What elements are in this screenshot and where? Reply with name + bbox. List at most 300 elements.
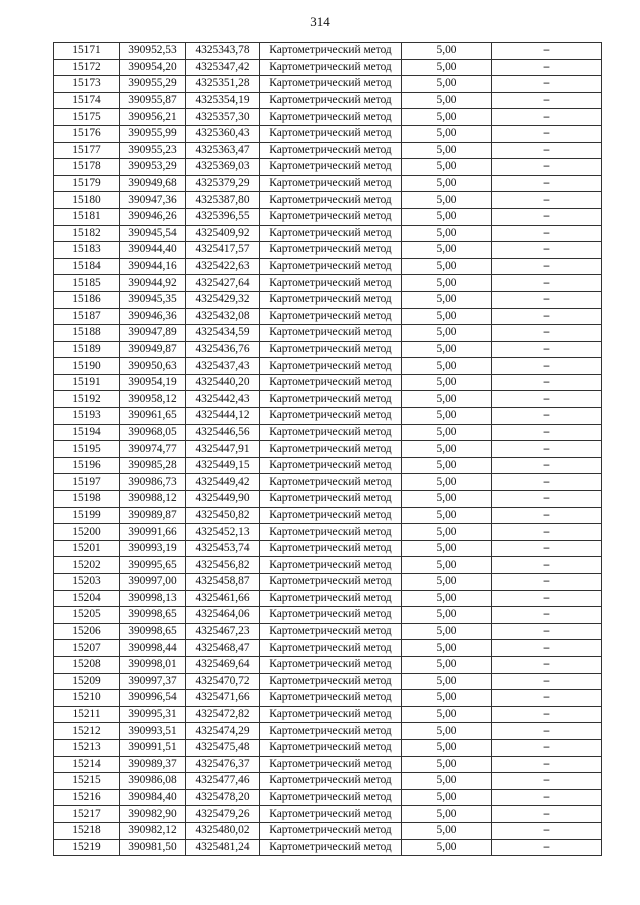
page-number: 314 [310,14,330,29]
accuracy-cell: 5,00 [402,192,492,209]
x-coordinate-cell: 390988,12 [120,491,186,508]
accuracy-cell: 5,00 [402,590,492,607]
method-cell: Картометрический метод [260,142,402,159]
y-coordinate-cell: 4325461,66 [186,590,260,607]
accuracy-cell: 5,00 [402,408,492,425]
y-coordinate-cell: 4325449,15 [186,457,260,474]
x-coordinate-cell: 390947,36 [120,192,186,209]
table-row [54,341,602,358]
accuracy-cell: 5,00 [402,673,492,690]
y-coordinate-cell: 4325436,76 [186,341,260,358]
note-cell: – [492,623,602,640]
table-row [54,374,602,391]
note-cell: – [492,258,602,275]
point-number-cell: 15216 [54,789,120,806]
y-coordinate-cell: 4325452,13 [186,524,260,541]
accuracy-cell: 5,00 [402,258,492,275]
method-cell: Картометрический метод [260,175,402,192]
x-coordinate-cell: 390949,68 [120,175,186,192]
point-number-cell: 15200 [54,524,120,541]
accuracy-cell: 5,00 [402,43,492,60]
x-coordinate-cell: 390982,12 [120,822,186,839]
table-row [54,491,602,508]
y-coordinate-cell: 4325440,20 [186,374,260,391]
y-coordinate-cell: 4325450,82 [186,507,260,524]
point-number-cell: 15204 [54,590,120,607]
y-coordinate-cell: 4325343,78 [186,43,260,60]
table-row [54,557,602,574]
y-coordinate-cell: 4325447,91 [186,441,260,458]
table-row [54,424,602,441]
note-cell: – [492,457,602,474]
point-number-cell: 15209 [54,673,120,690]
x-coordinate-cell: 390954,19 [120,374,186,391]
point-number-cell: 15214 [54,756,120,773]
point-number-cell: 15186 [54,291,120,308]
table-row [54,59,602,76]
accuracy-cell: 5,00 [402,142,492,159]
note-cell: – [492,491,602,508]
note-cell: – [492,723,602,740]
accuracy-cell: 5,00 [402,291,492,308]
point-number-cell: 15201 [54,540,120,557]
method-cell: Картометрический метод [260,656,402,673]
table-row [54,441,602,458]
y-coordinate-cell: 4325357,30 [186,109,260,126]
accuracy-cell: 5,00 [402,225,492,242]
table-row [54,756,602,773]
table-row [54,208,602,225]
note-cell: – [492,441,602,458]
note-cell: – [492,690,602,707]
method-cell: Картометрический метод [260,557,402,574]
x-coordinate-cell: 390955,99 [120,125,186,142]
point-number-cell: 15199 [54,507,120,524]
x-coordinate-cell: 390945,35 [120,291,186,308]
x-coordinate-cell: 390989,37 [120,756,186,773]
y-coordinate-cell: 4325363,47 [186,142,260,159]
x-coordinate-cell: 390981,50 [120,839,186,856]
point-number-cell: 15175 [54,109,120,126]
y-coordinate-cell: 4325456,82 [186,557,260,574]
note-cell: – [492,225,602,242]
x-coordinate-cell: 390998,44 [120,640,186,657]
method-cell: Картометрический метод [260,723,402,740]
y-coordinate-cell: 4325481,24 [186,839,260,856]
accuracy-cell: 5,00 [402,341,492,358]
table-row [54,325,602,342]
accuracy-cell: 5,00 [402,159,492,176]
table-row [54,839,602,856]
x-coordinate-cell: 390993,51 [120,723,186,740]
method-cell: Картометрический метод [260,242,402,259]
x-coordinate-cell: 390998,65 [120,607,186,624]
note-cell: – [492,374,602,391]
point-number-cell: 15174 [54,92,120,109]
y-coordinate-cell: 4325449,42 [186,474,260,491]
note-cell: – [492,474,602,491]
accuracy-cell: 5,00 [402,441,492,458]
point-number-cell: 15196 [54,457,120,474]
coordinates-table [53,42,602,856]
y-coordinate-cell: 4325351,28 [186,76,260,93]
point-number-cell: 15190 [54,358,120,375]
y-coordinate-cell: 4325444,12 [186,408,260,425]
y-coordinate-cell: 4325470,72 [186,673,260,690]
accuracy-cell: 5,00 [402,822,492,839]
note-cell: – [492,789,602,806]
method-cell: Картометрический метод [260,192,402,209]
method-cell: Картометрический метод [260,524,402,541]
point-number-cell: 15185 [54,275,120,292]
note-cell: – [492,607,602,624]
method-cell: Картометрический метод [260,374,402,391]
table-row [54,507,602,524]
accuracy-cell: 5,00 [402,491,492,508]
accuracy-cell: 5,00 [402,474,492,491]
point-number-cell: 15197 [54,474,120,491]
method-cell: Картометрический метод [260,308,402,325]
table-row [54,457,602,474]
table-row [54,656,602,673]
table-row [54,275,602,292]
point-number-cell: 15198 [54,491,120,508]
accuracy-cell: 5,00 [402,242,492,259]
note-cell: – [492,540,602,557]
point-number-cell: 15179 [54,175,120,192]
method-cell: Картометрический метод [260,623,402,640]
x-coordinate-cell: 390991,51 [120,739,186,756]
note-cell: – [492,208,602,225]
x-coordinate-cell: 390947,89 [120,325,186,342]
table-row [54,175,602,192]
accuracy-cell: 5,00 [402,806,492,823]
note-cell: – [492,109,602,126]
note-cell: – [492,358,602,375]
accuracy-cell: 5,00 [402,574,492,591]
note-cell: – [492,125,602,142]
y-coordinate-cell: 4325479,26 [186,806,260,823]
table-row [54,590,602,607]
accuracy-cell: 5,00 [402,275,492,292]
point-number-cell: 15206 [54,623,120,640]
y-coordinate-cell: 4325475,48 [186,739,260,756]
method-cell: Картометрический метод [260,491,402,508]
accuracy-cell: 5,00 [402,125,492,142]
y-coordinate-cell: 4325468,47 [186,640,260,657]
method-cell: Картометрический метод [260,43,402,60]
table-row [54,125,602,142]
point-number-cell: 15205 [54,607,120,624]
point-number-cell: 15210 [54,690,120,707]
accuracy-cell: 5,00 [402,76,492,93]
y-coordinate-cell: 4325464,06 [186,607,260,624]
table-row [54,524,602,541]
point-number-cell: 15171 [54,43,120,60]
y-coordinate-cell: 4325449,90 [186,491,260,508]
table-row [54,673,602,690]
note-cell: – [492,557,602,574]
y-coordinate-cell: 4325478,20 [186,789,260,806]
method-cell: Картометрический метод [260,325,402,342]
table-row [54,806,602,823]
y-coordinate-cell: 4325379,29 [186,175,260,192]
y-coordinate-cell: 4325480,02 [186,822,260,839]
table-row [54,739,602,756]
table-row [54,358,602,375]
method-cell: Картометрический метод [260,640,402,657]
method-cell: Картометрический метод [260,590,402,607]
method-cell: Картометрический метод [260,358,402,375]
x-coordinate-cell: 390968,05 [120,424,186,441]
x-coordinate-cell: 390995,31 [120,706,186,723]
y-coordinate-cell: 4325434,59 [186,325,260,342]
note-cell: – [492,590,602,607]
note-cell: – [492,706,602,723]
x-coordinate-cell: 390945,54 [120,225,186,242]
x-coordinate-cell: 390954,20 [120,59,186,76]
method-cell: Картометрический метод [260,225,402,242]
table-row [54,773,602,790]
note-cell: – [492,739,602,756]
point-number-cell: 15211 [54,706,120,723]
method-cell: Картометрический метод [260,839,402,856]
accuracy-cell: 5,00 [402,706,492,723]
accuracy-cell: 5,00 [402,789,492,806]
point-number-cell: 15217 [54,806,120,823]
x-coordinate-cell: 390961,65 [120,408,186,425]
x-coordinate-cell: 390997,37 [120,673,186,690]
y-coordinate-cell: 4325387,80 [186,192,260,209]
note-cell: – [492,325,602,342]
point-number-cell: 15215 [54,773,120,790]
y-coordinate-cell: 4325467,23 [186,623,260,640]
x-coordinate-cell: 390998,13 [120,590,186,607]
x-coordinate-cell: 390949,87 [120,341,186,358]
accuracy-cell: 5,00 [402,391,492,408]
method-cell: Картометрический метод [260,690,402,707]
accuracy-cell: 5,00 [402,59,492,76]
accuracy-cell: 5,00 [402,92,492,109]
method-cell: Картометрический метод [260,208,402,225]
method-cell: Картометрический метод [260,275,402,292]
x-coordinate-cell: 390955,29 [120,76,186,93]
y-coordinate-cell: 4325477,46 [186,773,260,790]
table-row [54,225,602,242]
table-row [54,690,602,707]
x-coordinate-cell: 390984,40 [120,789,186,806]
method-cell: Картометрический метод [260,822,402,839]
method-cell: Картометрический метод [260,806,402,823]
y-coordinate-cell: 4325469,64 [186,656,260,673]
x-coordinate-cell: 390986,08 [120,773,186,790]
x-coordinate-cell: 390974,77 [120,441,186,458]
accuracy-cell: 5,00 [402,507,492,524]
note-cell: – [492,308,602,325]
point-number-cell: 15173 [54,76,120,93]
y-coordinate-cell: 4325471,66 [186,690,260,707]
method-cell: Картометрический метод [260,607,402,624]
point-number-cell: 15208 [54,656,120,673]
method-cell: Картометрический метод [260,706,402,723]
table-row [54,291,602,308]
method-cell: Картометрический метод [260,408,402,425]
point-number-cell: 15195 [54,441,120,458]
x-coordinate-cell: 390986,73 [120,474,186,491]
x-coordinate-cell: 390993,19 [120,540,186,557]
table-row [54,574,602,591]
y-coordinate-cell: 4325409,92 [186,225,260,242]
note-cell: – [492,341,602,358]
table-row [54,258,602,275]
method-cell: Картометрический метод [260,673,402,690]
x-coordinate-cell: 390952,53 [120,43,186,60]
y-coordinate-cell: 4325437,43 [186,358,260,375]
x-coordinate-cell: 390996,54 [120,690,186,707]
note-cell: – [492,291,602,308]
method-cell: Картометрический метод [260,59,402,76]
accuracy-cell: 5,00 [402,839,492,856]
accuracy-cell: 5,00 [402,325,492,342]
coordinates-table-body [54,43,602,856]
table-row [54,408,602,425]
x-coordinate-cell: 390955,87 [120,92,186,109]
note-cell: – [492,275,602,292]
accuracy-cell: 5,00 [402,308,492,325]
accuracy-cell: 5,00 [402,640,492,657]
method-cell: Картометрический метод [260,92,402,109]
method-cell: Картометрический метод [260,341,402,358]
point-number-cell: 15191 [54,374,120,391]
method-cell: Картометрический метод [260,789,402,806]
point-number-cell: 15187 [54,308,120,325]
note-cell: – [492,175,602,192]
accuracy-cell: 5,00 [402,656,492,673]
x-coordinate-cell: 390991,66 [120,524,186,541]
point-number-cell: 15189 [54,341,120,358]
point-number-cell: 15178 [54,159,120,176]
point-number-cell: 15218 [54,822,120,839]
y-coordinate-cell: 4325347,42 [186,59,260,76]
y-coordinate-cell: 4325369,03 [186,159,260,176]
table-row [54,43,602,60]
note-cell: – [492,43,602,60]
note-cell: – [492,76,602,93]
x-coordinate-cell: 390995,65 [120,557,186,574]
point-number-cell: 15183 [54,242,120,259]
point-number-cell: 15193 [54,408,120,425]
table-row [54,92,602,109]
note-cell: – [492,142,602,159]
accuracy-cell: 5,00 [402,457,492,474]
table-row [54,308,602,325]
y-coordinate-cell: 4325360,43 [186,125,260,142]
accuracy-cell: 5,00 [402,524,492,541]
y-coordinate-cell: 4325396,55 [186,208,260,225]
note-cell: – [492,756,602,773]
method-cell: Картометрический метод [260,773,402,790]
method-cell: Картометрический метод [260,109,402,126]
accuracy-cell: 5,00 [402,358,492,375]
y-coordinate-cell: 4325472,82 [186,706,260,723]
x-coordinate-cell: 390946,36 [120,308,186,325]
note-cell: – [492,574,602,591]
y-coordinate-cell: 4325458,87 [186,574,260,591]
method-cell: Картометрический метод [260,159,402,176]
method-cell: Картометрический метод [260,739,402,756]
method-cell: Картометрический метод [260,574,402,591]
x-coordinate-cell: 390989,87 [120,507,186,524]
x-coordinate-cell: 390998,65 [120,623,186,640]
x-coordinate-cell: 390982,90 [120,806,186,823]
note-cell: – [492,656,602,673]
note-cell: – [492,391,602,408]
accuracy-cell: 5,00 [402,607,492,624]
accuracy-cell: 5,00 [402,424,492,441]
accuracy-cell: 5,00 [402,109,492,126]
y-coordinate-cell: 4325422,63 [186,258,260,275]
table-row [54,723,602,740]
table-row [54,540,602,557]
table-row [54,192,602,209]
note-cell: – [492,242,602,259]
note-cell: – [492,640,602,657]
x-coordinate-cell: 390944,16 [120,258,186,275]
note-cell: – [492,673,602,690]
table-row [54,391,602,408]
note-cell: – [492,822,602,839]
point-number-cell: 15181 [54,208,120,225]
accuracy-cell: 5,00 [402,374,492,391]
note-cell: – [492,408,602,425]
method-cell: Картометрический метод [260,258,402,275]
point-number-cell: 15194 [54,424,120,441]
method-cell: Картометрический метод [260,507,402,524]
accuracy-cell: 5,00 [402,773,492,790]
x-coordinate-cell: 390998,01 [120,656,186,673]
point-number-cell: 15219 [54,839,120,856]
y-coordinate-cell: 4325446,56 [186,424,260,441]
x-coordinate-cell: 390944,40 [120,242,186,259]
table-row [54,109,602,126]
x-coordinate-cell: 390944,92 [120,275,186,292]
note-cell: – [492,524,602,541]
accuracy-cell: 5,00 [402,175,492,192]
table-row [54,623,602,640]
note-cell: – [492,424,602,441]
table-row [54,242,602,259]
method-cell: Картометрический метод [260,76,402,93]
point-number-cell: 15212 [54,723,120,740]
note-cell: – [492,839,602,856]
x-coordinate-cell: 390985,28 [120,457,186,474]
table-row [54,822,602,839]
y-coordinate-cell: 4325442,43 [186,391,260,408]
accuracy-cell: 5,00 [402,540,492,557]
note-cell: – [492,806,602,823]
x-coordinate-cell: 390950,63 [120,358,186,375]
y-coordinate-cell: 4325427,64 [186,275,260,292]
y-coordinate-cell: 4325429,32 [186,291,260,308]
table-row [54,159,602,176]
y-coordinate-cell: 4325354,19 [186,92,260,109]
table-row [54,76,602,93]
accuracy-cell: 5,00 [402,756,492,773]
accuracy-cell: 5,00 [402,723,492,740]
y-coordinate-cell: 4325476,37 [186,756,260,773]
note-cell: – [492,92,602,109]
method-cell: Картометрический метод [260,441,402,458]
